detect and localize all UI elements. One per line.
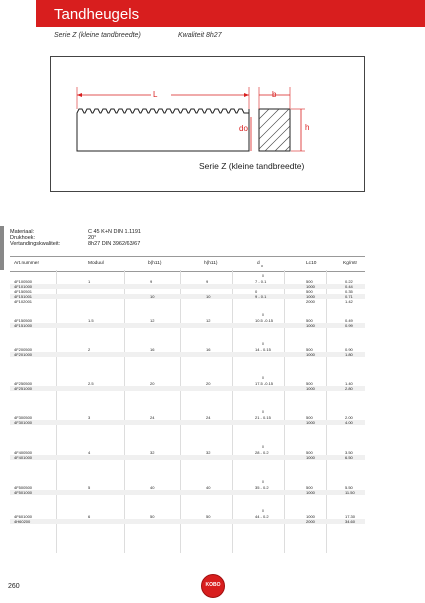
tolerance-mark: 0: [262, 445, 264, 449]
header-lc10: Lc10: [306, 261, 317, 266]
cell-h: 40: [206, 485, 211, 490]
cell-h: 10: [206, 294, 211, 299]
cell-kg: 0.22: [345, 279, 353, 284]
title-banner: [36, 0, 425, 27]
cell-lc10: 500: [306, 381, 313, 386]
page-title: Tandheugels: [54, 6, 140, 23]
table-row: [10, 455, 365, 460]
tolerance-mark: 0: [262, 509, 264, 513]
column-divider: [56, 270, 57, 553]
header-d: d: [257, 261, 260, 266]
series-subtitle: Serie Z (kleine tandbreedte): [54, 32, 141, 39]
tolerance-mark: 0: [262, 274, 264, 278]
cell-art-number: 4F150501: [14, 289, 33, 294]
cell-lc10: 500: [306, 279, 313, 284]
cell-module: 4: [88, 450, 91, 455]
spec-value: 20°: [88, 235, 97, 242]
cell-module: 1: [88, 279, 91, 284]
cell-b: 50: [150, 514, 155, 519]
cell-b: 9: [150, 279, 153, 284]
cell-d: 17.5 -0.15: [255, 381, 274, 386]
tolerance-mark: 0: [262, 342, 264, 346]
cell-lc10: 500: [306, 450, 313, 455]
cell-art-number: 4H60200: [14, 519, 31, 524]
cell-art-number: 4F201000: [14, 352, 33, 357]
cell-lc10: 1000: [306, 420, 315, 425]
cell-kg: 2.80: [345, 386, 353, 391]
cell-kg: 0.35: [345, 289, 353, 294]
cell-kg: 6.50: [345, 455, 353, 460]
cell-b: 12: [150, 318, 155, 323]
header-d-subscript: o: [261, 264, 263, 268]
cell-h: 9: [206, 279, 209, 284]
column-divider: [326, 270, 327, 553]
header-b: b(h11): [148, 261, 162, 266]
spec-label: Drukhoek:: [10, 235, 36, 242]
header-module: Moduul: [88, 261, 104, 266]
cell-lc10: 1000: [306, 294, 315, 299]
column-divider: [124, 270, 125, 553]
tolerance-mark: 0: [262, 480, 264, 484]
cell-lc10: 1000: [306, 386, 315, 391]
cell-kg: 34.60: [345, 519, 356, 524]
cell-lc10: 1000: [306, 323, 315, 328]
cell-art-number: 4F151001: [14, 294, 33, 299]
table-row: [10, 490, 365, 495]
cell-lc10: 1000: [306, 284, 315, 289]
cell-lc10: 500: [306, 485, 313, 490]
dimension-l-label: L: [153, 90, 158, 99]
header-h: h(h11): [204, 261, 218, 266]
cell-module: 3: [88, 415, 91, 420]
dimension-do-label: do: [239, 124, 248, 133]
cell-module: 2: [88, 347, 91, 352]
cell-art-number: 4F150500: [14, 318, 33, 323]
cell-kg: 1.40: [345, 381, 353, 386]
tolerance-mark: 0: [262, 410, 264, 414]
cell-art-number: 4F101000: [14, 284, 33, 289]
cell-h: 24: [206, 415, 211, 420]
cell-module: 5: [88, 485, 91, 490]
cell-d: 14 - 0.15: [255, 347, 271, 352]
kobo-logo: [201, 574, 225, 598]
technical-drawing: [50, 56, 365, 192]
cell-lc10: 1000: [306, 514, 315, 519]
cell-art-number: 4F500500: [14, 485, 33, 490]
dimension-b-label: b: [272, 90, 277, 99]
cell-art-number: 4F301000: [14, 420, 33, 425]
cell-art-number: 4F250500: [14, 381, 33, 386]
cell-lc10: 500: [306, 318, 313, 323]
table-row: [10, 420, 365, 425]
cell-b: 16: [150, 347, 155, 352]
table-row: [10, 386, 365, 391]
spec-value: C 45 K+N DIN 1.1191: [88, 229, 141, 235]
cell-art-number: 4F401000: [14, 455, 33, 460]
cell-lc10: 2000: [306, 519, 315, 524]
column-divider: [284, 270, 285, 553]
cell-d: 0: [255, 289, 258, 294]
table-row: [10, 352, 365, 357]
table-row: [10, 519, 365, 524]
cell-art-number: 4F601000: [14, 514, 33, 519]
cell-kg: 5.50: [345, 485, 353, 490]
cell-d: 35 - 0.2: [255, 485, 269, 490]
cell-art-number: 4F102001: [14, 299, 33, 304]
cell-lc10: 500: [306, 415, 313, 420]
cell-module: 6: [88, 514, 91, 519]
tolerance-mark: 0: [262, 376, 264, 380]
cell-b: 10: [150, 294, 155, 299]
page-number: 260: [8, 583, 20, 590]
cell-h: 32: [206, 450, 211, 455]
cell-lc10: 1000: [306, 490, 315, 495]
cell-kg: 2.00: [345, 415, 353, 420]
cell-kg: 0.99: [345, 323, 353, 328]
cell-kg: 4.00: [345, 420, 353, 425]
cell-art-number: 4F501000: [14, 490, 33, 495]
cell-h: 50: [206, 514, 211, 519]
cell-lc10: 2000: [306, 299, 315, 304]
logo-text: KOBO: [205, 582, 221, 588]
cell-kg: 17.30: [345, 514, 356, 519]
header-art-number: Art.nummer: [14, 261, 40, 266]
tolerance-mark: 0: [262, 313, 264, 317]
cell-b: 32: [150, 450, 155, 455]
cell-art-number: 4F100500: [14, 279, 33, 284]
cell-art-number: 4F151000: [14, 323, 33, 328]
cell-kg: 0.71: [345, 294, 353, 299]
cell-lc10: 1000: [306, 352, 315, 357]
cell-d: 10.5 -0.15: [255, 318, 274, 323]
cell-kg: 0.90: [345, 347, 353, 352]
cell-art-number: 4F200500: [14, 347, 33, 352]
cell-module: 1.5: [88, 318, 94, 323]
cell-kg: 11.50: [345, 490, 355, 495]
side-tab-marker: [0, 226, 4, 270]
cell-b: 24: [150, 415, 155, 420]
cell-d: 44 - 0.2: [255, 514, 269, 519]
cell-b: 40: [150, 485, 155, 490]
column-divider: [180, 270, 181, 553]
cell-kg: 0.49: [345, 318, 353, 323]
cell-d: 9 - 0.1: [255, 294, 267, 299]
cell-h: 12: [206, 318, 211, 323]
cell-d: 21 - 0.15: [255, 415, 271, 420]
cell-kg: 0.44: [345, 284, 353, 289]
quality-subtitle: Kwaliteit 8h27: [178, 32, 222, 39]
spec-label: Materiaal:: [10, 229, 35, 235]
drawing-caption: Serie Z (kleine tandbreedte): [199, 161, 305, 171]
cell-h: 20: [206, 381, 211, 386]
cell-lc10: 500: [306, 289, 313, 294]
column-divider: [232, 270, 233, 553]
cell-module: 2.5: [88, 381, 94, 386]
dimension-h-label: h: [305, 123, 310, 132]
cell-d: 7 - 0.1: [255, 279, 267, 284]
cell-art-number: 4F251000: [14, 386, 33, 391]
spec-value: 8h27 DIN 3962/63/67: [88, 241, 141, 248]
cell-d: 28 - 0.2: [255, 450, 269, 455]
cell-lc10: 500: [306, 347, 313, 352]
header-kg-per-meter: Kg/mtr: [343, 261, 358, 266]
table-row: [10, 299, 365, 304]
cell-art-number: 4F400500: [14, 450, 33, 455]
cell-kg: 1.42: [345, 299, 353, 304]
cell-lc10: 1000: [306, 455, 315, 460]
cell-kg: 1.80: [345, 352, 353, 357]
cell-kg: 3.50: [345, 450, 353, 455]
cell-h: 16: [206, 347, 211, 352]
spec-label: Vertandingskwaliteit:: [10, 241, 61, 248]
table-row: [10, 323, 365, 328]
cell-b: 20: [150, 381, 155, 386]
table-header: [10, 256, 365, 272]
cell-art-number: 4F300500: [14, 415, 33, 420]
